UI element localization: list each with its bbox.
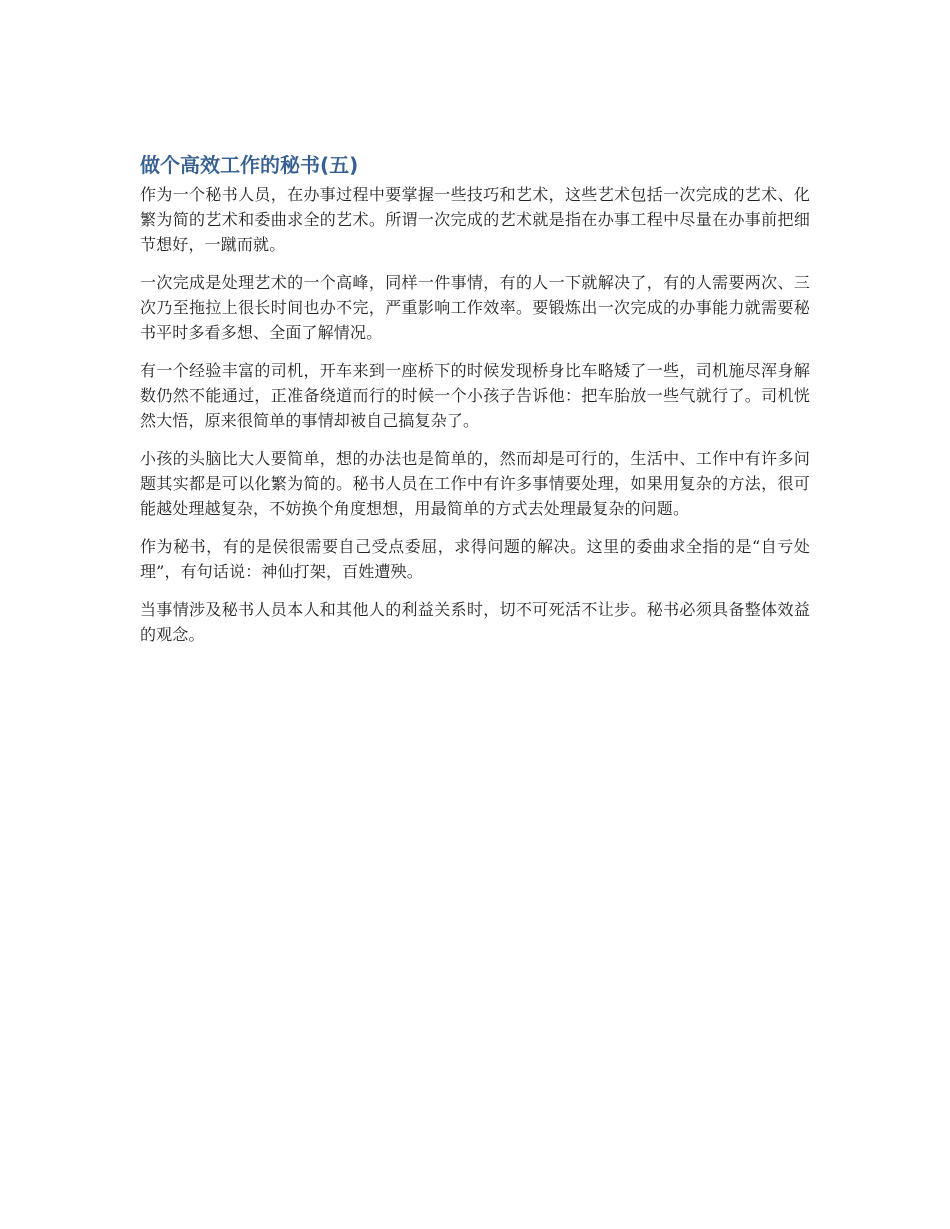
paragraph-5: 作为秘书，有的是侯很需要自己受点委屈，求得问题的解决。这里的委曲求全指的是“自亏处理”，有句话说：神仙打架，百姓遭殃。: [140, 537, 810, 581]
document-body: [140, 150, 810, 660]
paragraph-3: 有一个经验丰富的司机，开车来到一座桥下的时候发现桥身比车略矮了一些，司机施尽浑身解数仍然不能通过，正准备绕道而行的时候一个小孩子告诉他：把车胎放一些气就行了。司机恍然大悟，原来很简单的事情却被自己搞复杂了。: [140, 361, 810, 430]
paragraph-1: 作为一个秘书人员，在办事过程中要掌握一些技巧和艺术，这些艺术包括一次完成的艺术、化繁为简的艺术和委曲求全的艺术。所谓一次完成的艺术就是指在办事工程中尽量在办事前把细节想好，一蹴而就。: [140, 185, 810, 254]
document-title: 做个高效工作的秘书(五): [140, 153, 359, 177]
paragraph-2: 一次完成是处理艺术的一个高峰，同样一件事情，有的人一下就解决了，有的人需要两次、三次乃至拖拉上很长时间也办不完，严重影响工作效率。要锻炼出一次完成的办事能力就需要秘书平时多看多想、全面了解情况。: [140, 273, 810, 342]
paragraph-6: 当事情涉及秘书人员本人和其他人的利益关系时，切不可死活不让步。秘书必须具备整体效益的观念。: [140, 600, 810, 644]
paragraph-4: 小孩的头脑比大人要简单，想的办法也是简单的，然而却是可行的，生活中、工作中有许多问题其实都是可以化繁为简的。秘书人员在工作中有许多事情要处理，如果用复杂的方法，很可能越处理越复杂，不妨换个角度想想，用最简单的方式去处理最复杂的问题。: [140, 449, 810, 518]
